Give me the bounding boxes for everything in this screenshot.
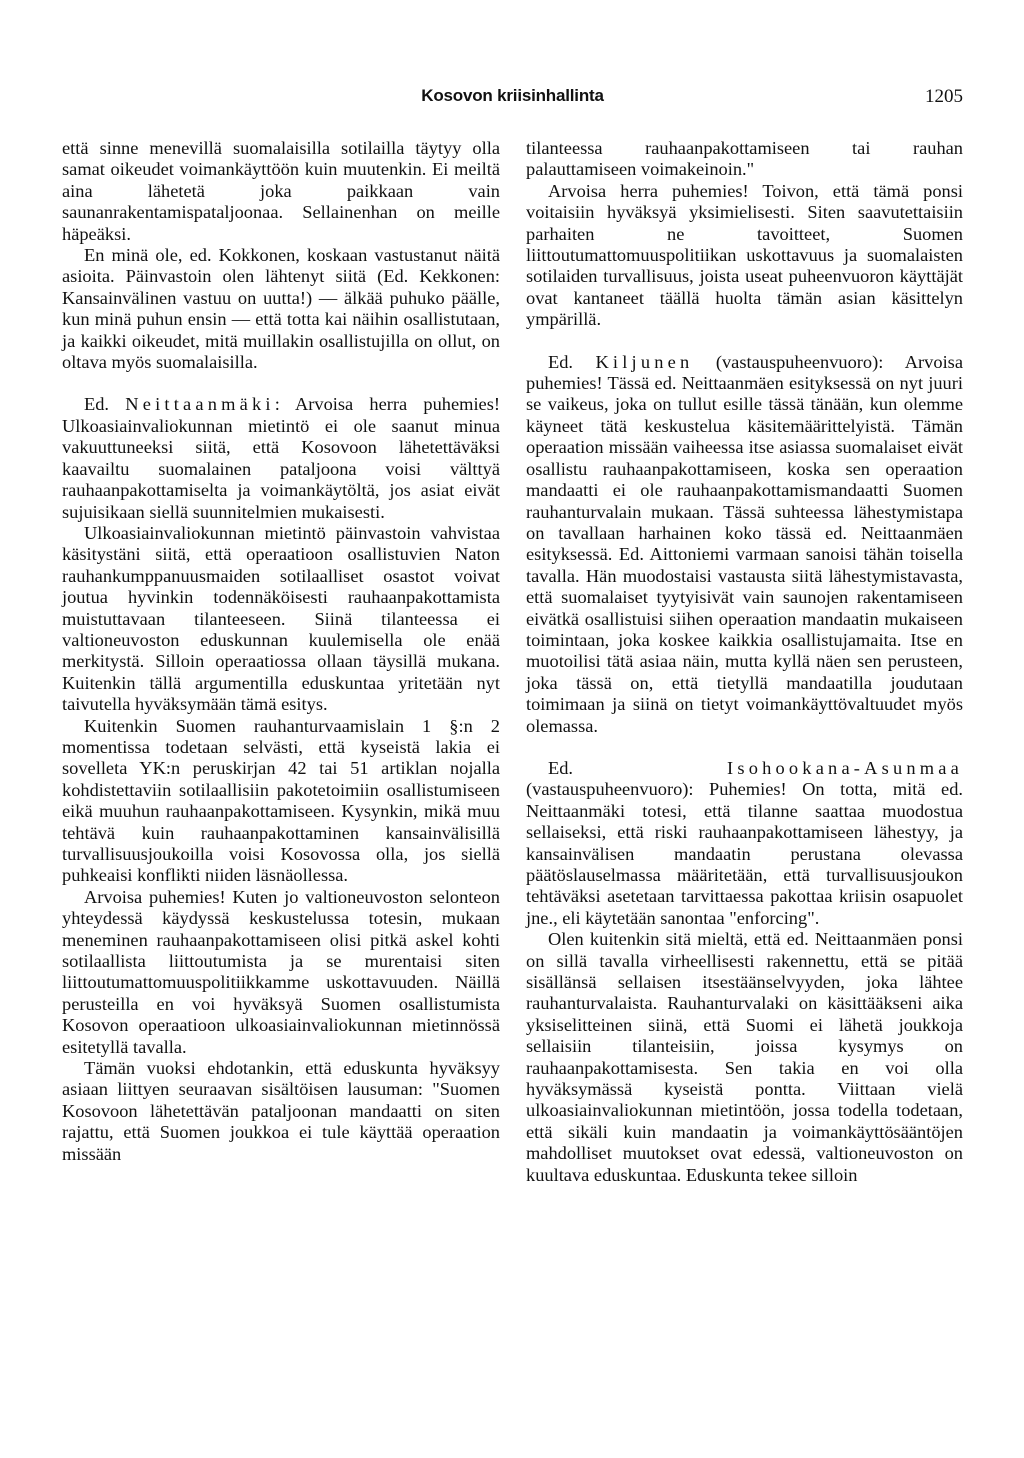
speaker-prefix: Ed. xyxy=(548,351,596,372)
paragraph: Kuitenkin Suomen rauhanturvaamislain 1 §:n 2 momentissa todetaan selvästi, että kyseistä lakia ei sovelleta YK:n peruskirjan 42 tai 51 artiklan nojalla kohdistettaviin sotilaallisiin pakotetoimiin osallistumiseen eikä muuhun rauhaanpakottamiseen. Kysynkin, mikä muu tehtävä kuin rauhaanpakottaminen kansainvälisillä turvallisuusjoukoilla voisi Kosovossa olla, jos siellä puhkeaisi konflikti niiden läsnäollessa. xyxy=(62,715,500,886)
speech-paragraph xyxy=(526,352,963,737)
paragraph: En minä ole, ed. Kokkonen, koskaan vastustanut näitä asioita. Päinvastoin olen lähtenyt siitä (Ed. Kekkonen: Kansainvälinen vastuu on uutta!) — älkää puhuko päälle, kun minä puhun ensin — että totta kai näihin osallistutaan, ja kaikki oikeudet, mitä muillakin osallistujilla on ollut, on oltava myös suomalaisilla. xyxy=(62,245,500,373)
speech-paragraph xyxy=(526,758,963,929)
page-number: 1205 xyxy=(925,86,963,107)
speaker-prefix: Ed. xyxy=(548,757,728,778)
paragraph: Arvoisa puhemies! Kuten jo valtioneuvoston selonteon yhteydessä käydyssä keskustelussa totesin, mukaan meneminen rauhaanpakottamiseen olisi pitkä askel kohti sotilaallista liittoutumista ja se murentaisi siten liittoutumattomuuspolitiikkamme uskottavuuden. Näillä perusteilla en voi hyväksyä Suomen osallistumista Kosovon operaatioon ulkoasiainvaliokunnan mietinnössä esitetyllä tavalla. xyxy=(62,886,500,1057)
paragraph: Tämän vuoksi ehdotankin, että eduskunta hyväksyy asiaan liittyen seuraavan sisältöisen lausuman: "Suomen Kosovoon lähetettävän pataljoonan mandaatti on siten rajattu, että Suomen joukkoa ei tule käyttää operaation missään xyxy=(62,1058,500,1164)
right-column xyxy=(526,138,963,1186)
left-column xyxy=(62,138,500,1165)
speaker-prefix: Ed. xyxy=(84,394,126,415)
paragraph: Ulkoasiainvaliokunnan mietintö päinvastoin vahvistaa käsitystäni siitä, että operaatioon osallistuvien Naton rauhankumppanuusmaiden sotilaalliset osastot voivat joutua hyvinkin todennäköisesti rauhaanpakottamista muistuttavaan tilanteeseen. Siinä tilanteessa ei valtioneuvoston eduskunnan kuulemisella ole enää merkitystä. Silloin operaatiossa ollaan täysillä mukana. Kuitenkin tällä argumentilla eduskuntaa yritetään nyt taivutella hyväksymään tämä esitys. xyxy=(62,522,500,715)
paragraph: Olen kuitenkin sitä mieltä, että ed. Neittaanmäen ponsi on sillä tavalla virheellisesti rakennettu, että se pitää sisällänsä sellaisen itsestäänselvyyden, joka lähtee rauhanturvalaista. Rauhanturvalaki on käsittääkseni aika yksiselitteinen siinä, että Suomi ei lähetä joukkoja sellaisiin tilanteisiin, joissa kysymys on rauhaanpakottamisesta. Sen takia en voi olla hyväksymässä kyseistä pontta. Viittaan vielä ulkoasiainvaliokunnan mietintöön, jossa todella todetaan, että sikäli kuin mandaatin ja voimankäyttösääntöjen mahdolliset muutokset ovat edessä, valtioneuvoston on kuultava eduskuntaa. Eduskunta tekee silloin xyxy=(526,929,963,1185)
speaker-name: Isohookana-Asunmaa xyxy=(727,757,963,778)
page-header xyxy=(62,86,963,116)
paragraph: että sinne menevillä suomalaisilla sotilailla täytyy olla samat oikeudet voimankäyttöön kuin muutenkin. Ei meiltä aina lähetetä joka paikkaan vain saunanrakentamispataljoonaa. Sellainenhan on meille häpeäksi. xyxy=(62,138,500,244)
speech-paragraph xyxy=(62,394,500,522)
speech-text: (vastauspuheenvuoro): Puhemies! On totta, mitä ed. Neittaanmäki totesi, että tilanne saattaa muodostua sellaiseksi, että riski rauhaanpakottamiseen lähestyy, ja kansainvälisen mandaatin perustana olevassa päätöslauselmassa määritetään, että turvallisuusjoukon tehtäväksi asetetaan tarvittaessa pakottaa kriisin osapuolet jne., eli käytetään sanontaa "enforcing". xyxy=(526,779,963,928)
paragraph: Arvoisa herra puhemies! Toivon, että tämä ponsi voitaisiin hyväksyä yksimielisesti. Siten saavutettaisiin parhaiten ne tavoitteet, Suomen liittoutumattomuuspolitiikan uskottavuus ja suomalaisten sotilaiden turvallisuus, joista useat puheenvuoron käyttäjät ovat kantaneet täällä huolta tämän asian käsittelyn ympärillä. xyxy=(526,180,963,330)
speech-text: (vastauspuheenvuoro): Arvoisa puhemies! Tässä ed. Neittaanmäen esityksessä on nyt juuri se vaikeus, joka on tullut esille tässä tänään, kun olemme käyneet tätä keskustelua käsitemäärittelyistä. Tämän operaation missään vaiheessa itse asiassa suomalaiset eivät osallistu rauhaanpakottamiseen, koska sen operaation mandaatti ei ole rauhaanpakottamismandaatti Suomen rauhanturvalain mukaan. Tässä suhteessa lähestymistapa on tavallaan harhainen koko tässä ed. Neittaanmäen esityksessä. Ed. Aittoniemi varmaan sanoisi tähän toisella tavalla. Hän muodostaisi vastausta siitä lähestymistavasta, että suomalaiset tyytyisivät vain saunojen rakentamiseen eivätkä osallistuisi siihen operaation mandaatin mukaiseen toimintaan, joka koskee kaikkia osallistujamaita. Itse en muotoilisi tätä asiaa näin, mutta kyllä näen sen perusteen, joka tässä on, että tietyllä mandaatilla joudutaan toimimaan ja siinä on tietyt voimankäyttövaltuudet myös olemassa. xyxy=(526,351,963,736)
paragraph: tilanteessa rauhaanpakottamiseen tai rauhan palauttamiseen voimakeinoin." xyxy=(526,138,963,180)
speaker-name: Neittaanmäki xyxy=(125,394,275,415)
speaker-name: Kiljunen xyxy=(595,351,694,372)
running-title: Kosovon kriisinhallinta xyxy=(421,86,604,105)
speech-text: : Arvoisa herra puhemies! Ulkoasiainvaliokunnan mietintö ei ole saanut minua vakuuttuneeksi siitä, että Kosovoon lähetettäväksi kaavailtu suomalainen pataljoona voisi välttyä rauhaanpakottamiselta ja voimankäytöltä, jos asiat eivät sujuisikaan siellä suunnitelmien mukaisesti. xyxy=(62,394,500,522)
